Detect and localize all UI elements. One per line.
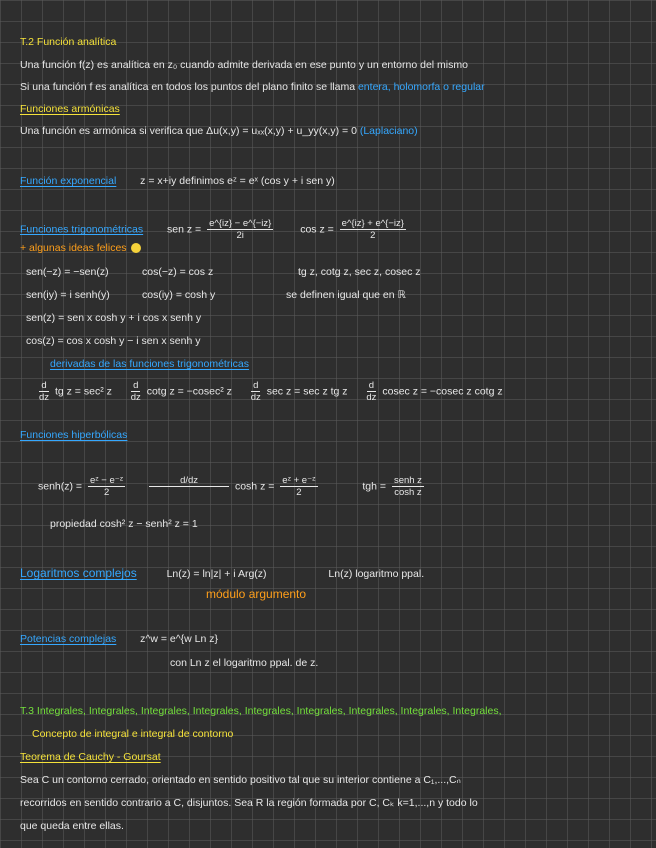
- ideas-felices-text: + algunas ideas felices: [20, 242, 127, 254]
- senh-fraction: [88, 475, 125, 498]
- section-title-armonicas: Funciones armónicas: [20, 103, 120, 115]
- ddz-4-num: d: [368, 380, 375, 391]
- cauchy-goursat-line-2: recorridos en sentido contrario a C, disjuntos. Sea R la región formada por C, Cₖ k=1,...,n y todo lo: [20, 797, 478, 809]
- section-title-exponencial: Función exponencial: [20, 175, 117, 187]
- ddz-1-num: d: [41, 380, 47, 391]
- cosh-label: cosh z =: [234, 480, 275, 493]
- tgh-denominator: cosh z: [394, 487, 422, 498]
- log-definition: Ln(z) = ln|z| + i Arg(z): [166, 568, 267, 580]
- ddz-3-den: dz: [250, 392, 261, 403]
- potencias-note: con Ln z el logaritmo ppal. de z.: [170, 657, 319, 669]
- senh-numerator: eᶻ − e⁻ᶻ: [89, 475, 124, 486]
- ddz-4: [366, 380, 376, 403]
- ideas-felices-line: [20, 241, 141, 255]
- analitica-entera-line: [20, 80, 485, 94]
- section-title-funcion-analitica: T.2 Función analítica: [20, 36, 117, 48]
- derivative-tg: tg z = sec² z: [54, 385, 112, 398]
- cos-formula-numerator: e^{iz} + e^{−iz}: [341, 218, 404, 229]
- analitica-definition-line: Una función f(z) es analítica en z₀ cuando admite derivada en ese punto y un entorno del mismo: [20, 59, 468, 71]
- cauchy-goursat-line-1: Sea C un contorno cerrado, orientado en sentido positivo tal que su interior contiene a C₁,...,Cₙ: [20, 774, 461, 786]
- identity-cos-neg: cos(−z) = cos z: [142, 266, 214, 278]
- log-module-argument-labels: módulo argumento: [206, 587, 307, 601]
- identity-sen-iy: sen(iy) = i senh(y): [26, 289, 110, 301]
- analitica-entera-terms: entera, holomorfa o regular: [357, 81, 485, 93]
- section-title-hiperbolicas: Funciones hiperbólicas: [20, 429, 128, 441]
- cosh-denominator: 2: [296, 487, 302, 498]
- identity-other-functions: tg z, cotg z, sec z, cosec z: [298, 266, 421, 278]
- log-principal: Ln(z) logaritmo ppal.: [328, 568, 425, 580]
- sen-formula-label: sen z =: [166, 223, 202, 236]
- cos-formula-label: cos z =: [300, 223, 334, 236]
- sen-formula-denominator: 2i: [236, 230, 244, 241]
- ddz-2-num: d: [133, 380, 139, 391]
- derivative-cosec: cosec z = −cosec z cotg z: [382, 385, 503, 398]
- identity-defined-as-real: se definen igual que en ℝ: [286, 289, 406, 301]
- identity-cos-iy: cos(iy) = cosh y: [142, 289, 216, 301]
- hyperbolic-property: propiedad cosh² z − senh² z = 1: [50, 518, 198, 530]
- laplaciano-label: (Laplaciano): [359, 125, 418, 137]
- identity-cos-z: cos(z) = cos x cosh y − i sen x senh y: [26, 335, 201, 347]
- cos-formula-denominator: 2: [370, 230, 376, 241]
- potencias-definition: z^w = e^{w Ln z}: [140, 633, 219, 645]
- derivadas-trig-title: derivadas de las funciones trigonométricas: [50, 358, 250, 370]
- ddz-2-den: dz: [130, 392, 141, 403]
- cauchy-goursat-title: Teorema de Cauchy - Goursat: [20, 751, 161, 763]
- senh-label: senh(z) =: [38, 480, 83, 493]
- exponencial-definition: z = x+iy definimos eᶻ = eˣ (cos y + i sen y): [140, 175, 335, 187]
- ddz-2: [131, 380, 141, 403]
- armonicas-definition-text: Una función es armónica si verifica que Δu(x,y) = uₓₓ(x,y) + u_yy(x,y) = 0: [20, 125, 357, 137]
- cauchy-goursat-line-3: que queda entre ellas.: [20, 820, 124, 832]
- section-title-trigonometricas: Funciones trigonométricas: [20, 223, 144, 236]
- cos-formula-fraction: [340, 218, 406, 241]
- tgh-numerator: senh z: [393, 475, 422, 486]
- cosh-fraction: [280, 475, 317, 498]
- ddz-1-den: dz: [39, 392, 50, 403]
- senh-denominator: 2: [103, 487, 110, 498]
- trig-header-line: [20, 218, 409, 241]
- derivatives-line: [36, 380, 503, 403]
- analitica-entera-text: Si una función f es analítica en todos los puntos del plano finito se llama: [20, 81, 356, 93]
- ddz-arrow: [149, 475, 229, 498]
- derivative-sec: sec z = sec z tg z: [266, 385, 348, 398]
- sen-formula-fraction: [207, 218, 273, 241]
- identity-sen-neg: sen(−z) = −sen(z): [26, 266, 109, 278]
- section-title-integrales: T.3 Integrales, Integrales, Integrales, Integrales, Integrales, Integrales, Integrales, Integrales, Integrales,: [20, 705, 502, 717]
- ddz-3-num: d: [253, 380, 259, 391]
- ddz-arrow-label: d/dz: [149, 475, 229, 487]
- section-title-logaritmos: Logaritmos complejos: [20, 566, 137, 580]
- potencias-line: [20, 632, 218, 646]
- exponencial-line: [20, 174, 335, 188]
- ddz-4-den: dz: [366, 392, 377, 403]
- smiley-icon: [131, 243, 141, 253]
- tgh-label: tgh =: [362, 480, 387, 493]
- identity-sen-z: sen(z) = sen x cosh y + i cos x senh y: [26, 312, 202, 324]
- section-title-potencias: Potencias complejas: [20, 633, 117, 645]
- tgh-fraction: [392, 475, 424, 498]
- logaritmos-line: [20, 566, 424, 581]
- cosh-numerator: eᶻ + e⁻ᶻ: [282, 475, 316, 486]
- ddz-3: [251, 380, 261, 403]
- integral-contorno-subtitle: Concepto de integral e integral de contorno: [32, 728, 234, 740]
- armonicas-definition-line: [20, 124, 418, 138]
- hyperbolic-formulas-line: [38, 475, 427, 498]
- derivative-cotg: cotg z = −cosec² z: [146, 385, 232, 398]
- sen-formula-numerator: e^{iz} − e^{−iz}: [209, 218, 272, 229]
- ddz-1: [39, 380, 49, 403]
